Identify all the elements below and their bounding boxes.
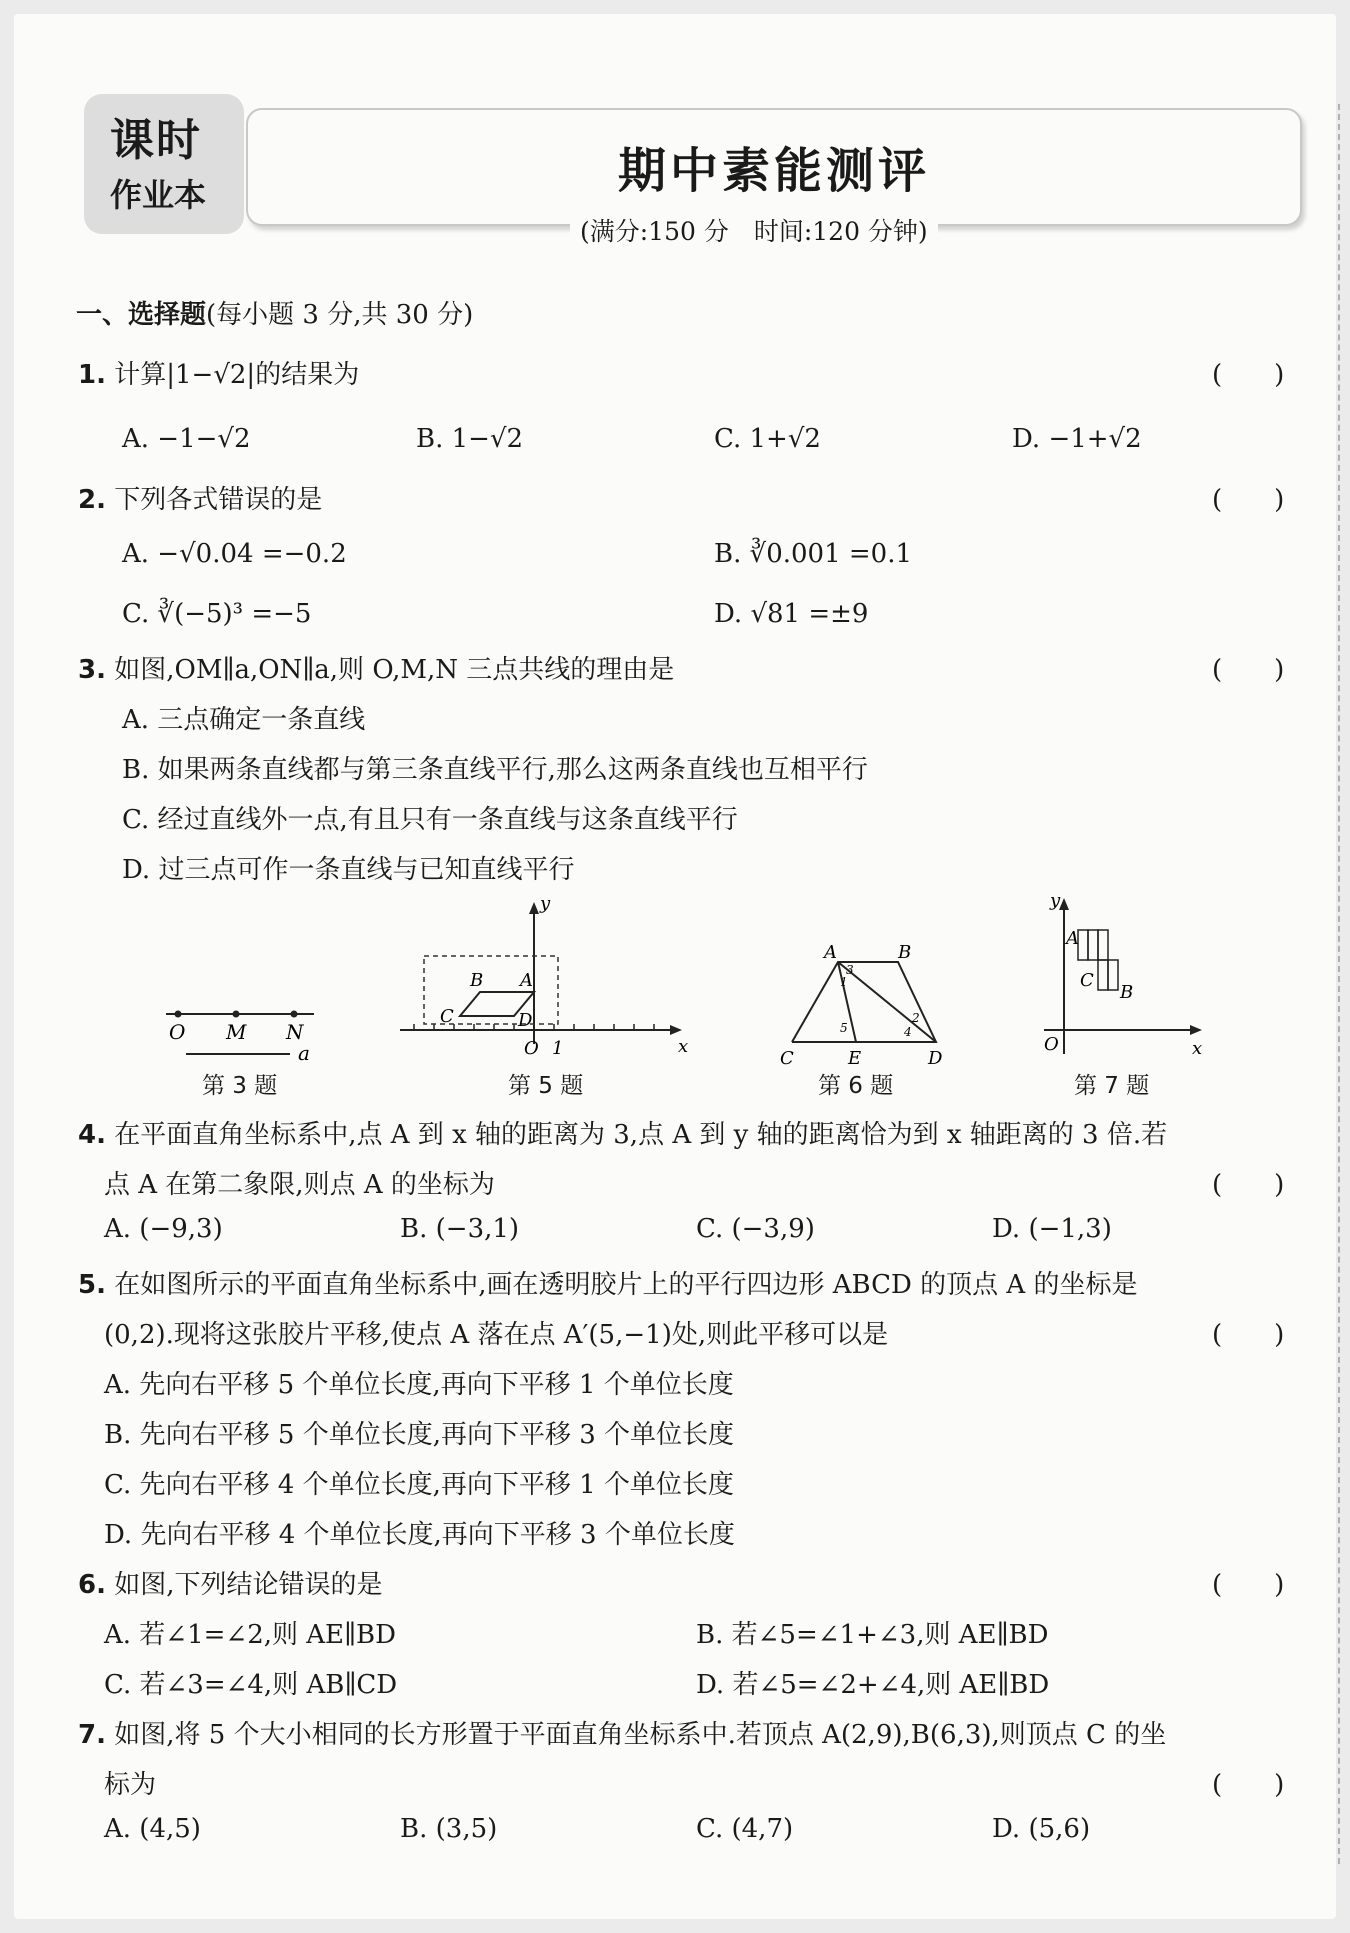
- label-n: N: [286, 1020, 304, 1044]
- x-arrow: [1190, 1025, 1202, 1035]
- question-stem: [78, 354, 359, 391]
- label-b: B: [1120, 982, 1134, 1003]
- option-b: B. ∛0.001 =0.1: [714, 539, 913, 569]
- question-text: 如图,OM∥a,ON∥a,则 O,M,N 三点共线的理由是: [114, 655, 675, 685]
- label-b: B: [898, 942, 912, 963]
- question-text: 计算|1−√2|的结果为: [114, 360, 360, 390]
- label-y: y: [1050, 894, 1061, 911]
- question-text: 在如图所示的平面直角坐标系中,画在透明胶片上的平行四边形 ABCD 的顶点 A 的坐标是: [114, 1270, 1138, 1300]
- label-c: C: [1080, 970, 1094, 991]
- option-a: A. 三点确定一条直线: [122, 705, 366, 735]
- label-e: E: [848, 1048, 862, 1069]
- question-stem: [78, 649, 674, 686]
- option-c: C. 1+√2: [714, 424, 821, 454]
- figure-3: [166, 1011, 314, 1066]
- option-a: A. 先向右平移 5 个单位长度,再向下平移 1 个单位长度: [104, 1370, 734, 1400]
- label-b: B: [470, 970, 484, 991]
- point-n: [291, 1011, 298, 1018]
- answer-blank[interactable]: ( ): [1212, 655, 1285, 685]
- quadrilateral-abdc: [792, 962, 936, 1042]
- option-b: B. (−3,1): [400, 1214, 520, 1244]
- answer-blank[interactable]: ( ): [1212, 485, 1285, 515]
- option-d: D. (−1,3): [992, 1214, 1112, 1244]
- option-a: A. (−9,3): [104, 1214, 223, 1244]
- option-d: D. 若∠5=∠2+∠4,则 AE∥BD: [696, 1670, 1050, 1700]
- question-stem: [78, 479, 322, 516]
- option-b: B. 1−√2: [416, 424, 524, 454]
- figure-3-caption: 第 3 题: [202, 1073, 278, 1099]
- question-text: 如图,将 5 个大小相同的长方形置于平面直角坐标系中.若顶点 A(2,9),B(6,3),则顶点 C 的坐: [114, 1720, 1167, 1750]
- label-a: A: [520, 970, 533, 991]
- section-note: (每小题 3 分,共 30 分): [206, 300, 474, 330]
- page: [14, 14, 1336, 1919]
- brand-logo: [84, 94, 244, 234]
- option-a: A. 若∠1=∠2,则 AE∥BD: [104, 1620, 396, 1650]
- figure-7: [1044, 894, 1202, 1059]
- label-x: x: [1192, 1038, 1203, 1059]
- question-stem: [78, 1564, 383, 1601]
- exam-subtitle: (满分:150 分 时间:120 分钟): [570, 212, 938, 248]
- point-o: [175, 1011, 182, 1018]
- answer-blank[interactable]: ( ): [1212, 1770, 1285, 1800]
- option-b: B. 若∠5=∠1+∠3,则 AE∥BD: [696, 1620, 1049, 1650]
- question-text-cont: 标为: [104, 1770, 157, 1800]
- logo-line2: 作业本: [110, 176, 207, 214]
- option-b: B. 先向右平移 5 个单位长度,再向下平移 3 个单位长度: [104, 1420, 735, 1450]
- figure-5-caption: 第 5 题: [508, 1073, 584, 1099]
- answer-blank[interactable]: ( ): [1212, 1170, 1285, 1200]
- figure-5: [400, 894, 688, 1059]
- option-a: A. −1−√2: [122, 424, 251, 454]
- option-c: C. 先向右平移 4 个单位长度,再向下平移 1 个单位长度: [104, 1470, 734, 1500]
- label-y: y: [540, 894, 551, 914]
- option-b: B. 如果两条直线都与第三条直线平行,那么这两条直线也互相平行: [122, 755, 868, 785]
- option-d: D. (5,6): [992, 1814, 1091, 1844]
- angle-5: 5: [840, 1021, 848, 1035]
- label-o: O: [169, 1020, 186, 1044]
- label-o: O: [1044, 1034, 1059, 1055]
- option-c: C. (−3,9): [696, 1214, 815, 1244]
- label-c: C: [440, 1006, 454, 1027]
- option-a: A. (4,5): [104, 1814, 201, 1844]
- question-text-cont: 点 A 在第二象限,则点 A 的坐标为: [104, 1170, 495, 1200]
- question-number: 4.: [78, 1120, 106, 1150]
- question-stem: [78, 1114, 1167, 1151]
- option-c: C. 若∠3=∠4,则 AB∥CD: [104, 1670, 398, 1700]
- option-a: A. −√0.04 =−0.2: [122, 539, 347, 569]
- figure-7-caption: 第 7 题: [1074, 1073, 1150, 1099]
- point-m: [233, 1011, 240, 1018]
- title-frame: [246, 108, 1302, 226]
- figure-6: [780, 942, 943, 1069]
- question-stem: [78, 1264, 1137, 1301]
- question-stem: [78, 1714, 1166, 1751]
- angle-1: 1: [840, 975, 848, 989]
- option-d: D. −1+√2: [1012, 424, 1142, 454]
- option-c: C. (4,7): [696, 1814, 794, 1844]
- option-d: D. √81 =±9: [714, 599, 869, 629]
- binding-line: [1338, 104, 1340, 1864]
- page-title: 期中素能测评: [617, 143, 930, 199]
- y-arrow: [1059, 898, 1069, 910]
- option-b: B. (3,5): [400, 1814, 498, 1844]
- answer-blank[interactable]: ( ): [1212, 1320, 1285, 1350]
- label-o: O: [524, 1038, 539, 1059]
- label-d: D: [518, 1010, 533, 1031]
- y-arrow: [529, 902, 539, 914]
- question-number: 1.: [78, 360, 106, 390]
- answer-blank[interactable]: ( ): [1212, 1570, 1285, 1600]
- angle-3: 3: [846, 963, 854, 977]
- label-a: A: [1066, 928, 1079, 949]
- question-text: 在平面直角坐标系中,点 A 到 x 轴的距离为 3,点 A 到 y 轴的距离恰为到 x 轴距离的 3 倍.若: [114, 1120, 1168, 1150]
- option-d: D. 过三点可作一条直线与已知直线平行: [122, 855, 575, 885]
- label-a: A: [824, 942, 837, 963]
- question-number: 7.: [78, 1720, 106, 1750]
- question-text: 如图,下列结论错误的是: [114, 1570, 383, 1600]
- logo-line1: 课时: [110, 115, 202, 166]
- figure-6-caption: 第 6 题: [818, 1073, 894, 1099]
- question-number: 5.: [78, 1270, 106, 1300]
- question-number: 2.: [78, 485, 106, 515]
- label-x: x: [678, 1036, 689, 1057]
- question-number: 6.: [78, 1570, 106, 1600]
- answer-blank[interactable]: ( ): [1212, 360, 1285, 390]
- option-d: D. 先向右平移 4 个单位长度,再向下平移 3 个单位长度: [104, 1520, 735, 1550]
- label-d: D: [928, 1048, 943, 1069]
- angle-2: 2: [912, 1011, 920, 1025]
- section-heading: [76, 294, 473, 331]
- label-c: C: [780, 1048, 794, 1069]
- option-c: C. ∛(−5)³ =−5: [122, 599, 312, 629]
- label-a: a: [298, 1041, 310, 1065]
- option-c: C. 经过直线外一点,有且只有一条直线与这条直线平行: [122, 805, 738, 835]
- x-arrow: [670, 1025, 682, 1035]
- question-number: 3.: [78, 655, 106, 685]
- label-1: 1: [552, 1038, 564, 1059]
- question-text: 下列各式错误的是: [114, 485, 323, 515]
- section-title: 一、选择题: [76, 300, 207, 330]
- angle-4: 4: [904, 1025, 912, 1039]
- question-text-cont: (0,2).现将这张胶片平移,使点 A 落在点 A′(5,−1)处,则此平移可以是: [104, 1320, 889, 1350]
- label-m: M: [226, 1020, 247, 1044]
